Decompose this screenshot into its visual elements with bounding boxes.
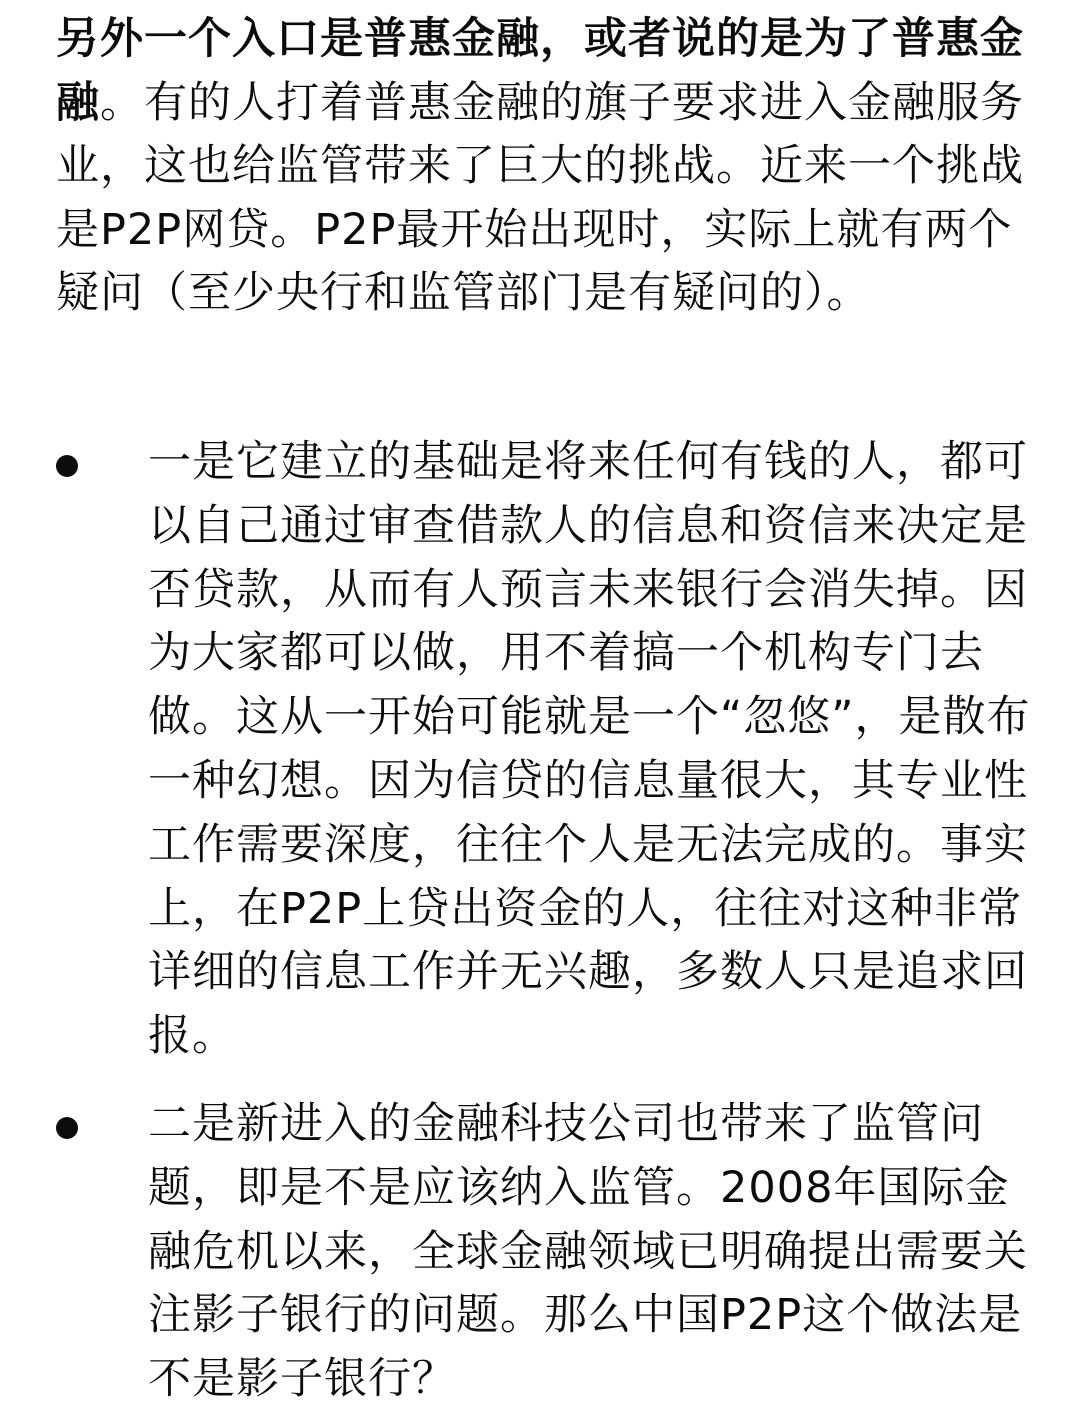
- list-item-text: 一是它建立的基础是将来任何有钱的人，都可以自己通过审查借款人的信息和资信来决定是否贷款，从而有人预言未来银行会消失掉。因为大家都可以做，用不着搞一个机构专门去做。这从一开始可能就是一个“忽悠”，是散布一种幻想。因为信贷的信息量很大，其专业性工作需要深度，往往个人是无法完成的。事实上，在P2P上贷出资金的人，往往对这种非常详细的信息工作并无兴趣，多数人只是追求回报。: [148, 437, 1031, 1062]
- intro-bold-text: 另外一个入口是普惠金融，或者说的是为了普惠金融: [56, 14, 1024, 128]
- intro-text: 。有的人打着普惠金融的旗子要求进入金融服务业，这也给监管带来了巨大的挑战。近来一个挑战是P2P网贷。P2P最开始出现时，实际上就有两个疑问（至少央行和监管部门是有疑问的）。: [56, 77, 1024, 318]
- intro-paragraph: [56, 8, 1031, 326]
- bullet-icon: [56, 455, 78, 477]
- bullet-icon: [56, 1117, 78, 1139]
- list-item-text: 二是新进入的金融科技公司也带来了监管问题，即是不是应该纳入监管。2008年国际金融危机以来，全球金融领域已明确提出需要关注影子银行的问题。那么中国P2P这个做法是不是影子银行？: [148, 1099, 1028, 1405]
